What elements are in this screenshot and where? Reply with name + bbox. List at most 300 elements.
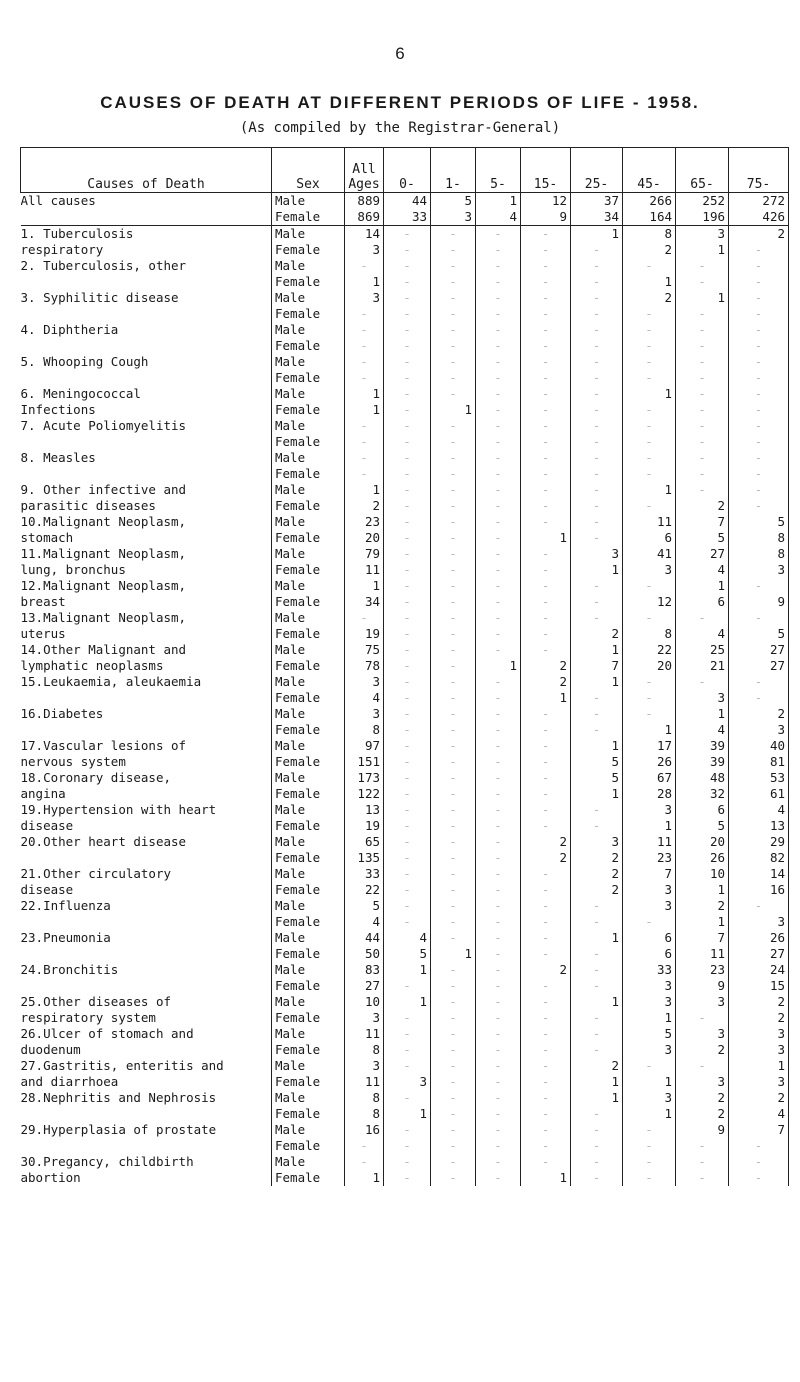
age-group-cell: 7 bbox=[571, 658, 623, 674]
age-group-cell: - bbox=[729, 354, 789, 370]
age-group-cell: 1 bbox=[431, 402, 476, 418]
sex-cell: Female bbox=[272, 1170, 345, 1186]
age-group-cell: - bbox=[571, 418, 623, 434]
age-group-cell: - bbox=[676, 418, 729, 434]
age-group-cell: - bbox=[729, 418, 789, 434]
age-group-cell: - bbox=[571, 802, 623, 818]
age-group-cell: - bbox=[521, 418, 571, 434]
all-ages-cell: 135 bbox=[345, 850, 384, 866]
age-group-cell: - bbox=[623, 706, 676, 722]
age-group-cell: - bbox=[729, 1154, 789, 1170]
column-header-age-75: 75- bbox=[729, 148, 789, 193]
age-group-cell: 1 bbox=[571, 786, 623, 802]
all-ages-cell: 4 bbox=[345, 914, 384, 930]
table-row bbox=[21, 882, 789, 898]
all-ages-cell: 79 bbox=[345, 546, 384, 562]
table-row bbox=[21, 1122, 789, 1138]
all-ages-cell: 869 bbox=[345, 209, 384, 226]
age-group-cell: - bbox=[521, 1010, 571, 1026]
age-group-cell: 1 bbox=[571, 642, 623, 658]
age-group-cell: 5 bbox=[384, 946, 431, 962]
age-group-cell: - bbox=[521, 338, 571, 354]
age-group-cell: - bbox=[476, 1122, 521, 1138]
age-group-cell: 32 bbox=[676, 786, 729, 802]
age-group-cell: - bbox=[521, 882, 571, 898]
age-group-cell: 3 bbox=[676, 1026, 729, 1042]
age-group-cell: - bbox=[476, 610, 521, 626]
age-group-cell: 27 bbox=[729, 642, 789, 658]
all-ages-cell: - bbox=[345, 354, 384, 370]
sex-cell: Male bbox=[272, 290, 345, 306]
cause-cell: lung, bronchus bbox=[21, 562, 272, 578]
age-group-cell: - bbox=[476, 386, 521, 402]
cause-cell: All causes bbox=[21, 193, 272, 210]
all-ages-cell: 8 bbox=[345, 1042, 384, 1058]
age-group-cell: - bbox=[571, 306, 623, 322]
cause-cell: nervous system bbox=[21, 754, 272, 770]
age-group-cell: - bbox=[729, 274, 789, 290]
age-group-cell: - bbox=[521, 1058, 571, 1074]
age-group-cell: 2 bbox=[521, 850, 571, 866]
age-group-cell: - bbox=[431, 370, 476, 386]
table-row bbox=[21, 242, 789, 258]
age-group-cell: 1 bbox=[384, 962, 431, 978]
table-row bbox=[21, 978, 789, 994]
age-group-cell: - bbox=[431, 866, 476, 882]
age-group-cell: - bbox=[431, 1010, 476, 1026]
table-row bbox=[21, 802, 789, 818]
table-row bbox=[21, 578, 789, 594]
age-group-cell: - bbox=[431, 450, 476, 466]
age-group-cell: - bbox=[521, 258, 571, 274]
age-group-cell: 3 bbox=[384, 1074, 431, 1090]
age-group-cell: - bbox=[623, 354, 676, 370]
table-row bbox=[21, 1154, 789, 1170]
age-group-cell: - bbox=[476, 578, 521, 594]
age-group-cell: - bbox=[571, 274, 623, 290]
all-ages-cell: - bbox=[345, 338, 384, 354]
table-row bbox=[21, 530, 789, 546]
age-group-cell: - bbox=[476, 306, 521, 322]
age-group-cell: - bbox=[384, 498, 431, 514]
age-group-cell: 2 bbox=[521, 962, 571, 978]
age-group-cell: - bbox=[476, 882, 521, 898]
age-group-cell: - bbox=[521, 818, 571, 834]
age-group-cell: 3 bbox=[676, 994, 729, 1010]
age-group-cell: - bbox=[521, 402, 571, 418]
age-group-cell: 1 bbox=[676, 882, 729, 898]
age-group-cell: 53 bbox=[729, 770, 789, 786]
age-group-cell: - bbox=[476, 498, 521, 514]
age-group-cell: - bbox=[476, 226, 521, 243]
age-group-cell: - bbox=[384, 338, 431, 354]
age-group-cell: - bbox=[476, 1010, 521, 1026]
cause-cell bbox=[21, 370, 272, 386]
sex-cell: Male bbox=[272, 802, 345, 818]
age-group-cell: 7 bbox=[676, 930, 729, 946]
age-group-cell: - bbox=[476, 994, 521, 1010]
sex-cell: Female bbox=[272, 914, 345, 930]
page-subtitle: (As compiled by the Registrar-General) bbox=[239, 120, 561, 136]
age-group-cell: 1 bbox=[676, 578, 729, 594]
age-group-cell: 3 bbox=[623, 882, 676, 898]
age-group-cell: 1 bbox=[571, 1074, 623, 1090]
table-row bbox=[21, 1106, 789, 1122]
age-group-cell: - bbox=[571, 610, 623, 626]
table-row bbox=[21, 450, 789, 466]
age-group-cell: - bbox=[384, 402, 431, 418]
all-ages-cell: - bbox=[345, 258, 384, 274]
all-ages-cell: 8 bbox=[345, 1090, 384, 1106]
age-group-cell: - bbox=[623, 418, 676, 434]
age-group-cell: 11 bbox=[623, 514, 676, 530]
age-group-cell: - bbox=[521, 738, 571, 754]
age-group-cell: - bbox=[431, 226, 476, 243]
table-row bbox=[21, 834, 789, 850]
age-group-cell: 3 bbox=[623, 978, 676, 994]
all-ages-cell: 173 bbox=[345, 770, 384, 786]
age-group-cell: - bbox=[571, 1042, 623, 1058]
age-group-cell: - bbox=[521, 866, 571, 882]
age-group-cell: 3 bbox=[729, 1074, 789, 1090]
age-group-cell: - bbox=[431, 930, 476, 946]
sex-cell: Female bbox=[272, 818, 345, 834]
age-group-cell: - bbox=[384, 722, 431, 738]
age-group-cell: - bbox=[521, 770, 571, 786]
age-group-cell: 3 bbox=[676, 226, 729, 243]
age-group-cell: 1 bbox=[676, 914, 729, 930]
age-group-cell: 1 bbox=[623, 722, 676, 738]
age-group-cell: 2 bbox=[729, 706, 789, 722]
age-group-cell: 39 bbox=[676, 738, 729, 754]
age-group-cell: 39 bbox=[676, 754, 729, 770]
age-group-cell: - bbox=[431, 962, 476, 978]
age-group-cell: - bbox=[571, 434, 623, 450]
age-group-cell: 3 bbox=[431, 209, 476, 226]
age-group-cell: - bbox=[476, 1090, 521, 1106]
age-group-cell: - bbox=[623, 674, 676, 690]
sex-cell: Male bbox=[272, 354, 345, 370]
all-ages-cell: 1 bbox=[345, 386, 384, 402]
cause-cell bbox=[21, 850, 272, 866]
age-group-cell: - bbox=[384, 370, 431, 386]
age-group-cell: - bbox=[521, 482, 571, 498]
cause-cell: respiratory bbox=[21, 242, 272, 258]
age-group-cell: 1 bbox=[571, 1090, 623, 1106]
age-group-cell: - bbox=[476, 898, 521, 914]
age-group-cell: - bbox=[431, 978, 476, 994]
age-group-cell: - bbox=[521, 1122, 571, 1138]
age-group-cell: 2 bbox=[571, 866, 623, 882]
age-group-cell: - bbox=[521, 1042, 571, 1058]
sex-cell: Female bbox=[272, 562, 345, 578]
age-group-cell: - bbox=[384, 642, 431, 658]
sex-cell: Male bbox=[272, 674, 345, 690]
age-group-cell: - bbox=[476, 706, 521, 722]
age-group-cell: - bbox=[431, 546, 476, 562]
age-group-cell: - bbox=[571, 914, 623, 930]
all-ages-cell: 75 bbox=[345, 642, 384, 658]
age-group-cell: 266 bbox=[623, 193, 676, 210]
age-group-cell: - bbox=[431, 802, 476, 818]
table-row bbox=[21, 1074, 789, 1090]
sex-cell: Male bbox=[272, 834, 345, 850]
age-group-cell: 164 bbox=[623, 209, 676, 226]
age-group-cell: 61 bbox=[729, 786, 789, 802]
age-group-cell: - bbox=[384, 674, 431, 690]
age-group-cell: 6 bbox=[623, 930, 676, 946]
age-group-cell: - bbox=[476, 834, 521, 850]
age-group-cell: - bbox=[623, 370, 676, 386]
sex-cell: Male bbox=[272, 1058, 345, 1074]
all-ages-cell: 1 bbox=[345, 1170, 384, 1186]
age-group-cell: - bbox=[729, 690, 789, 706]
age-group-cell: 1 bbox=[476, 193, 521, 210]
age-group-cell: - bbox=[623, 402, 676, 418]
cause-cell: 3. Syphilitic disease bbox=[21, 290, 272, 306]
age-group-cell: - bbox=[571, 962, 623, 978]
sex-cell: Male bbox=[272, 418, 345, 434]
cause-cell bbox=[21, 306, 272, 322]
age-group-cell: 16 bbox=[729, 882, 789, 898]
table-header-row bbox=[21, 148, 789, 193]
age-group-cell: - bbox=[571, 386, 623, 402]
age-group-cell: - bbox=[571, 338, 623, 354]
sex-cell: Female bbox=[272, 594, 345, 610]
age-group-cell: - bbox=[571, 1026, 623, 1042]
age-group-cell: - bbox=[476, 1058, 521, 1074]
age-group-cell: - bbox=[521, 226, 571, 243]
age-group-cell: - bbox=[729, 434, 789, 450]
age-group-cell: - bbox=[476, 626, 521, 642]
age-group-cell: - bbox=[623, 1170, 676, 1186]
cause-cell: 24.Bronchitis bbox=[21, 962, 272, 978]
sex-cell: Male bbox=[272, 610, 345, 626]
age-group-cell: - bbox=[521, 898, 571, 914]
age-group-cell: 1 bbox=[571, 674, 623, 690]
age-group-cell: - bbox=[521, 290, 571, 306]
table-row bbox=[21, 290, 789, 306]
age-group-cell: - bbox=[384, 562, 431, 578]
age-group-cell: - bbox=[476, 818, 521, 834]
all-ages-cell: 3 bbox=[345, 1058, 384, 1074]
age-group-cell: - bbox=[476, 962, 521, 978]
age-group-cell: - bbox=[476, 418, 521, 434]
age-group-cell: - bbox=[521, 370, 571, 386]
cause-cell bbox=[21, 338, 272, 354]
table-row bbox=[21, 946, 789, 962]
age-group-cell: 17 bbox=[623, 738, 676, 754]
age-group-cell: - bbox=[431, 290, 476, 306]
cause-cell: 20.Other heart disease bbox=[21, 834, 272, 850]
table-row bbox=[21, 514, 789, 530]
cause-cell: 12.Malignant Neoplasm, bbox=[21, 578, 272, 594]
age-group-cell: - bbox=[431, 642, 476, 658]
age-group-cell: 4 bbox=[676, 722, 729, 738]
age-group-cell: 48 bbox=[676, 770, 729, 786]
age-group-cell: - bbox=[729, 370, 789, 386]
table-row bbox=[21, 306, 789, 322]
sex-cell: Female bbox=[272, 786, 345, 802]
table-row bbox=[21, 594, 789, 610]
age-group-cell: 4 bbox=[384, 930, 431, 946]
cause-cell: 27.Gastritis, enteritis and bbox=[21, 1058, 272, 1074]
cause-cell: 5. Whooping Cough bbox=[21, 354, 272, 370]
age-group-cell: 1 bbox=[521, 690, 571, 706]
table-row bbox=[21, 1138, 789, 1154]
age-group-cell: - bbox=[431, 258, 476, 274]
age-group-cell: - bbox=[676, 1010, 729, 1026]
age-group-cell: - bbox=[384, 242, 431, 258]
table-body bbox=[21, 193, 789, 1187]
age-group-cell: 3 bbox=[623, 802, 676, 818]
age-group-cell: 3 bbox=[623, 898, 676, 914]
sex-cell: Male bbox=[272, 1122, 345, 1138]
age-group-cell: 196 bbox=[676, 209, 729, 226]
age-group-cell: 9 bbox=[676, 1122, 729, 1138]
age-group-cell: - bbox=[676, 338, 729, 354]
sex-cell: Male bbox=[272, 642, 345, 658]
cause-cell: 14.Other Malignant and bbox=[21, 642, 272, 658]
age-group-cell: - bbox=[384, 658, 431, 674]
column-header-age-65: 65- bbox=[676, 148, 729, 193]
age-group-cell: - bbox=[476, 242, 521, 258]
all-ages-cell: 2 bbox=[345, 498, 384, 514]
age-group-cell: - bbox=[476, 530, 521, 546]
age-group-cell: - bbox=[431, 1074, 476, 1090]
sex-cell: Male bbox=[272, 738, 345, 754]
age-group-cell: - bbox=[676, 1170, 729, 1186]
age-group-cell: - bbox=[384, 898, 431, 914]
age-group-cell: - bbox=[476, 1170, 521, 1186]
age-group-cell: - bbox=[729, 466, 789, 482]
age-group-cell: 1 bbox=[623, 818, 676, 834]
age-group-cell: 3 bbox=[676, 690, 729, 706]
age-group-cell: - bbox=[571, 946, 623, 962]
sex-cell: Female bbox=[272, 882, 345, 898]
age-group-cell: - bbox=[476, 514, 521, 530]
age-group-cell: - bbox=[476, 1154, 521, 1170]
age-group-cell: 3 bbox=[571, 834, 623, 850]
sex-cell: Female bbox=[272, 530, 345, 546]
age-group-cell: 4 bbox=[676, 626, 729, 642]
sex-cell: Female bbox=[272, 209, 345, 226]
age-group-cell: - bbox=[476, 290, 521, 306]
age-group-cell: - bbox=[431, 1122, 476, 1138]
age-group-cell: - bbox=[521, 1154, 571, 1170]
age-group-cell: - bbox=[521, 242, 571, 258]
age-group-cell: - bbox=[476, 562, 521, 578]
age-group-cell: 272 bbox=[729, 193, 789, 210]
sex-cell: Male bbox=[272, 1026, 345, 1042]
table-row bbox=[21, 866, 789, 882]
age-group-cell: 9 bbox=[521, 209, 571, 226]
age-group-cell: - bbox=[571, 1154, 623, 1170]
cause-cell: 10.Malignant Neoplasm, bbox=[21, 514, 272, 530]
age-group-cell: - bbox=[431, 1026, 476, 1042]
age-group-cell: - bbox=[476, 978, 521, 994]
all-ages-cell: - bbox=[345, 1154, 384, 1170]
age-group-cell: - bbox=[521, 466, 571, 482]
age-group-cell: 5 bbox=[676, 818, 729, 834]
age-group-cell: 26 bbox=[729, 930, 789, 946]
table-row bbox=[21, 338, 789, 354]
age-group-cell: 6 bbox=[676, 802, 729, 818]
age-group-cell: - bbox=[676, 274, 729, 290]
age-group-cell: 252 bbox=[676, 193, 729, 210]
all-ages-cell: - bbox=[345, 1138, 384, 1154]
age-group-cell: 1 bbox=[521, 530, 571, 546]
column-header-age-0: 0- bbox=[384, 148, 431, 193]
age-group-cell: 9 bbox=[676, 978, 729, 994]
age-group-cell: 34 bbox=[571, 209, 623, 226]
cause-cell: 29.Hyperplasia of prostate bbox=[21, 1122, 272, 1138]
cause-cell: 6. Meningococcal bbox=[21, 386, 272, 402]
age-group-cell: - bbox=[729, 578, 789, 594]
age-group-cell: - bbox=[384, 1042, 431, 1058]
age-group-cell: - bbox=[571, 354, 623, 370]
age-group-cell: - bbox=[623, 338, 676, 354]
age-group-cell: - bbox=[431, 242, 476, 258]
age-group-cell: - bbox=[521, 306, 571, 322]
age-group-cell: - bbox=[384, 786, 431, 802]
sex-cell: Male bbox=[272, 962, 345, 978]
age-group-cell: - bbox=[431, 562, 476, 578]
age-group-cell: - bbox=[384, 610, 431, 626]
age-group-cell: - bbox=[431, 1154, 476, 1170]
age-group-cell: - bbox=[676, 258, 729, 274]
all-ages-cell: - bbox=[345, 306, 384, 322]
cause-cell: abortion bbox=[21, 1170, 272, 1186]
age-group-cell: - bbox=[476, 450, 521, 466]
cause-cell: lymphatic neoplasms bbox=[21, 658, 272, 674]
cause-cell: uterus bbox=[21, 626, 272, 642]
age-group-cell: 6 bbox=[623, 530, 676, 546]
sex-cell: Female bbox=[272, 466, 345, 482]
all-ages-cell: - bbox=[345, 610, 384, 626]
age-group-cell: - bbox=[476, 674, 521, 690]
age-group-cell: - bbox=[476, 1106, 521, 1122]
age-group-cell: - bbox=[431, 706, 476, 722]
sex-cell: Female bbox=[272, 978, 345, 994]
cause-cell: respiratory system bbox=[21, 1010, 272, 1026]
table-row bbox=[21, 418, 789, 434]
sex-cell: Female bbox=[272, 850, 345, 866]
sex-cell: Female bbox=[272, 370, 345, 386]
age-group-cell: - bbox=[384, 578, 431, 594]
table-row bbox=[21, 722, 789, 738]
age-group-cell: 8 bbox=[623, 626, 676, 642]
age-group-cell: 5 bbox=[676, 530, 729, 546]
sex-cell: Female bbox=[272, 1074, 345, 1090]
age-group-cell: - bbox=[521, 498, 571, 514]
age-group-cell: - bbox=[384, 770, 431, 786]
all-ages-cell: 1 bbox=[345, 274, 384, 290]
age-group-cell: - bbox=[676, 354, 729, 370]
table-row bbox=[21, 354, 789, 370]
sex-cell: Male bbox=[272, 450, 345, 466]
age-group-cell: - bbox=[623, 450, 676, 466]
age-group-cell: 2 bbox=[676, 898, 729, 914]
age-group-cell: 5 bbox=[571, 770, 623, 786]
age-group-cell: - bbox=[384, 258, 431, 274]
all-ages-cell: 122 bbox=[345, 786, 384, 802]
age-group-cell: 2 bbox=[729, 994, 789, 1010]
age-group-cell: - bbox=[431, 754, 476, 770]
sex-cell: Female bbox=[272, 306, 345, 322]
column-header-age-1: 1- bbox=[431, 148, 476, 193]
age-group-cell: - bbox=[729, 674, 789, 690]
